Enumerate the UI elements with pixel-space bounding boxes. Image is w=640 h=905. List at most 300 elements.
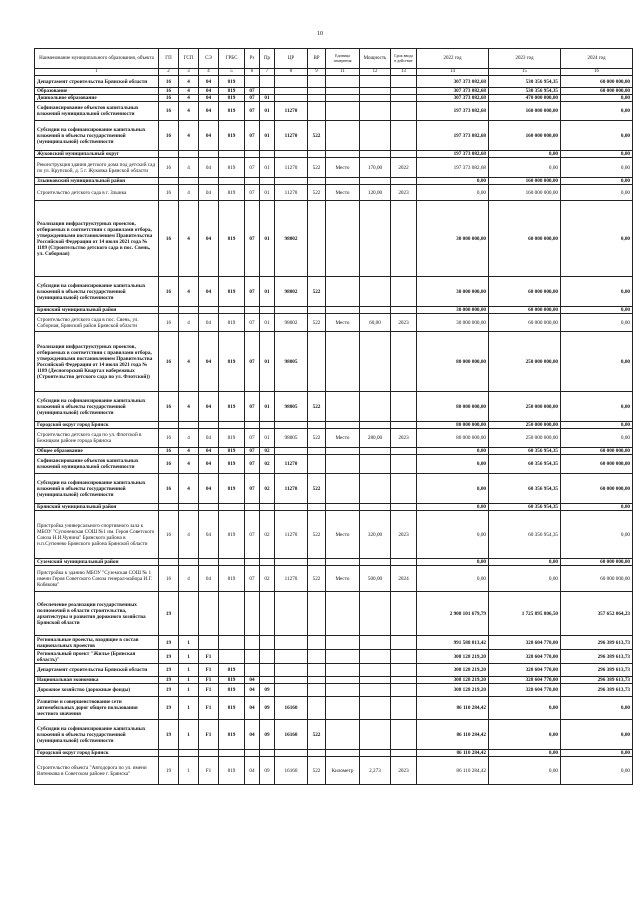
commission-year-cell <box>391 697 417 720</box>
object-name-cell: Субсидии на софинансирование капитальных вложений в объекты государственной (муниципальной) собственности <box>35 474 159 504</box>
header-cell: Наименование муниципального образования, объекта <box>35 49 159 69</box>
commission-year-cell: 2023 <box>391 429 417 448</box>
table-row <box>35 392 633 422</box>
grbs-code-cell: 819 <box>219 455 245 474</box>
header-cell: Пр <box>260 49 275 69</box>
commission-year-cell <box>391 636 417 650</box>
gsp-code-cell: 4 <box>179 277 199 307</box>
unit-cell <box>326 474 360 504</box>
column-number-cell: 7 <box>260 69 275 76</box>
unit-cell <box>326 504 360 511</box>
commission-year-cell <box>391 307 417 314</box>
object-name-cell: Реализация инфраструктурных проектов, отбираемых в соответствии с правилами отбора, утвержденными постановлением Правительства Российской Федерации от 14 июля 2021 года № 1189 (Строительство детского сада в пос. Свень, ул. Соборная) <box>35 201 159 277</box>
amount-2023-cell: 60 000 000,00 <box>489 201 561 277</box>
se-code-cell: 04 <box>199 511 219 559</box>
capacity-cell <box>360 332 391 392</box>
unit-cell: Километр <box>326 757 360 785</box>
cr-code-cell <box>275 422 308 429</box>
amount-2023-cell: 60 356 954,35 <box>489 504 561 511</box>
gp-code-cell: 19 <box>159 636 179 650</box>
amount-2024-cell: 296 389 613,73 <box>561 677 633 684</box>
gsp-code-cell: 4 <box>179 158 199 178</box>
unit-cell <box>326 455 360 474</box>
amount-2023-cell: 530 356 954,35 <box>489 88 561 95</box>
pr-code-cell <box>260 151 275 158</box>
rz-code-cell: 04 <box>245 757 260 785</box>
unit-cell <box>326 332 360 392</box>
amount-2022-cell: 308 128 219,20 <box>417 677 489 684</box>
rz-code-cell: 04 <box>245 677 260 684</box>
gp-code-cell <box>159 422 179 429</box>
commission-year-cell: 2022 <box>391 158 417 178</box>
object-name-cell: Реконструкция здания детского дома под детский сад по ул. Крупской, д. 5 г. Жуковка Брянской области <box>35 158 159 178</box>
column-number-cell: 2 <box>159 69 179 76</box>
gp-code-cell: 16 <box>159 201 179 277</box>
object-name-cell: Суземский муниципальный район <box>35 559 159 566</box>
pr-code-cell <box>260 750 275 757</box>
rz-code-cell: 07 <box>245 511 260 559</box>
amount-2024-cell: 60 000 000,00 <box>561 455 633 474</box>
table-row <box>35 332 633 392</box>
capacity-cell: 280,00 <box>360 429 391 448</box>
commission-year-cell <box>391 151 417 158</box>
table-row <box>35 277 633 307</box>
amount-2024-cell: 60 000 000,00 <box>561 76 633 88</box>
cr-code-cell <box>275 307 308 314</box>
object-name-cell: Жуковский муниципальный округ <box>35 151 159 158</box>
amount-2024-cell: 60 000 000,00 <box>561 474 633 504</box>
unit-cell <box>326 201 360 277</box>
cr-code-cell <box>275 76 308 88</box>
gsp-code-cell: 4 <box>179 76 199 88</box>
unit-cell: Место <box>326 185 360 201</box>
column-number-cell: 5 <box>219 69 245 76</box>
gp-code-cell: 16 <box>159 511 179 559</box>
gp-code-cell: 16 <box>159 76 179 88</box>
amount-2022-cell: 197 373 082,68 <box>417 151 489 158</box>
table-row <box>35 664 633 677</box>
capacity-cell: 320,00 <box>360 511 391 559</box>
grbs-code-cell <box>219 592 245 636</box>
cr-code-cell: 11270 <box>275 158 308 178</box>
amount-2023-cell: 530 356 954,35 <box>489 76 561 88</box>
amount-2022-cell: 307 373 082,68 <box>417 76 489 88</box>
amount-2022-cell: 30 000 000,00 <box>417 201 489 277</box>
amount-2022-cell: 197 373 082,68 <box>417 102 489 121</box>
object-name-cell: Дорожное хозяйство (дорожные фонды) <box>35 684 159 697</box>
table-row <box>35 314 633 332</box>
table-row <box>35 178 633 185</box>
vr-code-cell <box>308 307 326 314</box>
gp-code-cell: 19 <box>159 650 179 664</box>
unit-cell: Место <box>326 511 360 559</box>
vr-code-cell <box>308 684 326 697</box>
object-name-cell: Брянский муниципальный район <box>35 307 159 314</box>
se-code-cell: 04 <box>199 95 219 102</box>
commission-year-cell <box>391 102 417 121</box>
amount-2024-cell: 357 652 064,23 <box>561 592 633 636</box>
vr-code-cell <box>308 677 326 684</box>
unit-cell <box>326 76 360 88</box>
gp-code-cell: 16 <box>159 448 179 455</box>
table-row <box>35 121 633 151</box>
column-number-cell: 13 <box>391 69 417 76</box>
se-code-cell: 04 <box>199 121 219 151</box>
gp-code-cell: 19 <box>159 757 179 785</box>
commission-year-cell <box>391 504 417 511</box>
cr-code-cell <box>275 151 308 158</box>
amount-2024-cell: 60 000 000,00 <box>561 448 633 455</box>
cr-code-cell: 98002 <box>275 277 308 307</box>
table-row <box>35 158 633 178</box>
header-cell: ЦР <box>275 49 308 69</box>
table-row <box>35 757 633 785</box>
pr-code-cell <box>260 664 275 677</box>
grbs-code-cell <box>219 559 245 566</box>
gsp-code-cell: 1 <box>179 677 199 684</box>
table-row <box>35 636 633 650</box>
capacity-cell <box>360 455 391 474</box>
table-row <box>35 201 633 277</box>
table-row <box>35 684 633 697</box>
unit-cell <box>326 277 360 307</box>
se-code-cell: F1 <box>199 697 219 720</box>
rz-code-cell <box>245 178 260 185</box>
rz-code-cell <box>245 76 260 88</box>
table-row <box>35 750 633 757</box>
commission-year-cell <box>391 277 417 307</box>
object-name-cell: Дошкольное образование <box>35 95 159 102</box>
amount-2023-cell: 0,00 <box>489 750 561 757</box>
grbs-code-cell: 819 <box>219 566 245 592</box>
cr-code-cell <box>275 88 308 95</box>
se-code-cell <box>199 422 219 429</box>
amount-2022-cell: 86 110 284,42 <box>417 697 489 720</box>
se-code-cell: 04 <box>199 185 219 201</box>
vr-code-cell: 522 <box>308 757 326 785</box>
amount-2022-cell: 308 128 219,20 <box>417 650 489 664</box>
gp-code-cell: 19 <box>159 664 179 677</box>
object-name-cell: Региональные проекты, входящие в состав национальных проектов <box>35 636 159 650</box>
gsp-code-cell: 4 <box>179 448 199 455</box>
capacity-cell <box>360 151 391 158</box>
gsp-code-cell: 1 <box>179 720 199 750</box>
amount-2023-cell: 160 000 000,00 <box>489 121 561 151</box>
commission-year-cell <box>391 76 417 88</box>
commission-year-cell <box>391 750 417 757</box>
gsp-code-cell: 4 <box>179 392 199 422</box>
capacity-cell <box>360 178 391 185</box>
commission-year-cell <box>391 88 417 95</box>
capacity-cell <box>360 504 391 511</box>
gsp-code-cell: 1 <box>179 664 199 677</box>
capacity-cell <box>360 650 391 664</box>
header-cell: 2024 год <box>561 49 633 69</box>
gsp-code-cell <box>179 422 199 429</box>
table-row <box>35 650 633 664</box>
amount-2023-cell: 328 604 770,00 <box>489 650 561 664</box>
gp-code-cell: 16 <box>159 158 179 178</box>
cr-code-cell: 98005 <box>275 392 308 422</box>
se-code-cell <box>199 750 219 757</box>
amount-2022-cell: 197 373 082,68 <box>417 158 489 178</box>
gp-code-cell <box>159 307 179 314</box>
commission-year-cell: 2024 <box>391 566 417 592</box>
header-cell: Срок ввода в действие <box>391 49 417 69</box>
table-row <box>35 474 633 504</box>
unit-cell: Место <box>326 429 360 448</box>
gsp-code-cell: 1 <box>179 697 199 720</box>
unit-cell <box>326 677 360 684</box>
vr-code-cell <box>308 332 326 392</box>
vr-code-cell: 522 <box>308 158 326 178</box>
rz-code-cell: 07 <box>245 392 260 422</box>
amount-2023-cell: 160 000 000,00 <box>489 102 561 121</box>
vr-code-cell <box>308 697 326 720</box>
amount-2022-cell: 0,00 <box>417 559 489 566</box>
amount-2022-cell: 86 110 284,42 <box>417 757 489 785</box>
grbs-code-cell <box>219 178 245 185</box>
se-code-cell: 04 <box>199 474 219 504</box>
grbs-code-cell: 819 <box>219 185 245 201</box>
gp-code-cell <box>159 151 179 158</box>
vr-code-cell: 522 <box>308 392 326 422</box>
se-code-cell: F1 <box>199 684 219 697</box>
amount-2024-cell: 0,00 <box>561 102 633 121</box>
unit-cell <box>326 559 360 566</box>
amount-2024-cell: 60 000 000,00 <box>561 566 633 592</box>
table-row <box>35 448 633 455</box>
rz-code-cell: 04 <box>245 684 260 697</box>
grbs-code-cell <box>219 422 245 429</box>
amount-2023-cell: 0,00 <box>489 720 561 750</box>
pr-code-cell <box>260 307 275 314</box>
commission-year-cell <box>391 720 417 750</box>
se-code-cell: F1 <box>199 757 219 785</box>
gsp-code-cell <box>179 307 199 314</box>
amount-2023-cell: 328 604 770,00 <box>489 636 561 650</box>
table-row <box>35 504 633 511</box>
pr-code-cell: 09 <box>260 757 275 785</box>
capacity-cell <box>360 392 391 422</box>
cr-code-cell <box>275 650 308 664</box>
capacity-cell <box>360 720 391 750</box>
capacity-cell <box>360 474 391 504</box>
pr-code-cell: 01 <box>260 121 275 151</box>
grbs-code-cell: 819 <box>219 95 245 102</box>
cr-code-cell: 16160 <box>275 757 308 785</box>
amount-2023-cell: 328 604 770,00 <box>489 677 561 684</box>
capital-investment-table <box>34 48 633 785</box>
amount-2024-cell: 0,00 <box>561 185 633 201</box>
amount-2024-cell: 0,00 <box>561 277 633 307</box>
grbs-code-cell: 819 <box>219 474 245 504</box>
se-code-cell: 04 <box>199 429 219 448</box>
object-name-cell: Субсидии на софинансирование капитальных вложений в объекты государственной (муниципальной) собственности <box>35 277 159 307</box>
vr-code-cell <box>308 448 326 455</box>
cr-code-cell: 11270 <box>275 511 308 559</box>
amount-2022-cell: 197 373 082,68 <box>417 121 489 151</box>
commission-year-cell: 2023 <box>391 314 417 332</box>
rz-code-cell: 07 <box>245 277 260 307</box>
gp-code-cell: 16 <box>159 95 179 102</box>
amount-2023-cell: 60 356 954,35 <box>489 455 561 474</box>
amount-2024-cell: 0,00 <box>561 720 633 750</box>
amount-2024-cell: 296 389 613,73 <box>561 684 633 697</box>
rz-code-cell <box>245 636 260 650</box>
vr-code-cell <box>308 178 326 185</box>
commission-year-cell <box>391 592 417 636</box>
amount-2023-cell: 60 356 954,35 <box>489 511 561 559</box>
grbs-code-cell: 819 <box>219 102 245 121</box>
commission-year-cell <box>391 559 417 566</box>
cr-code-cell: 11270 <box>275 121 308 151</box>
pr-code-cell: 01 <box>260 102 275 121</box>
grbs-code-cell <box>219 504 245 511</box>
commission-year-cell <box>391 664 417 677</box>
pr-code-cell <box>260 504 275 511</box>
amount-2024-cell: 0,00 <box>561 504 633 511</box>
amount-2022-cell: 0,00 <box>417 455 489 474</box>
amount-2022-cell: 30 000 000,00 <box>417 277 489 307</box>
commission-year-cell <box>391 95 417 102</box>
amount-2024-cell: 296 389 613,73 <box>561 650 633 664</box>
unit-cell <box>326 307 360 314</box>
capacity-cell <box>360 750 391 757</box>
table-row <box>35 566 633 592</box>
gsp-code-cell: 4 <box>179 332 199 392</box>
cr-code-cell: 11270 <box>275 566 308 592</box>
page-number: 10 <box>317 31 323 37</box>
rz-code-cell <box>245 559 260 566</box>
unit-cell <box>326 88 360 95</box>
pr-code-cell: 01 <box>260 277 275 307</box>
object-name-cell: Развитие и совершенствование сети автомобильных дорог общего пользования местного значения <box>35 697 159 720</box>
rz-code-cell <box>245 307 260 314</box>
grbs-code-cell <box>219 750 245 757</box>
amount-2024-cell: 0,00 <box>561 392 633 422</box>
amount-2024-cell: 60 000 000,00 <box>561 88 633 95</box>
se-code-cell <box>199 504 219 511</box>
amount-2024-cell: 0,00 <box>561 95 633 102</box>
amount-2022-cell: 0,00 <box>417 511 489 559</box>
commission-year-cell <box>391 332 417 392</box>
pr-code-cell <box>260 76 275 88</box>
amount-2022-cell: 991 588 813,42 <box>417 636 489 650</box>
object-name-cell: Строительство детского сада по ул. Флотской в Бежицком районе города Брянска <box>35 429 159 448</box>
amount-2022-cell: 86 110 284,42 <box>417 750 489 757</box>
amount-2024-cell: 0,00 <box>561 314 633 332</box>
capacity-cell <box>360 422 391 429</box>
amount-2024-cell: 0,00 <box>561 511 633 559</box>
amount-2022-cell: 0,00 <box>417 474 489 504</box>
commission-year-cell: 2023 <box>391 757 417 785</box>
grbs-code-cell: 819 <box>219 332 245 392</box>
se-code-cell: 04 <box>199 448 219 455</box>
capacity-cell: 2,273 <box>360 757 391 785</box>
gsp-code-cell <box>179 559 199 566</box>
amount-2022-cell: 307 373 082,68 <box>417 88 489 95</box>
grbs-code-cell: 819 <box>219 314 245 332</box>
header-cell: Рз <box>245 49 260 69</box>
pr-code-cell: 02 <box>260 448 275 455</box>
se-code-cell: 04 <box>199 314 219 332</box>
object-name-cell: Общее образование <box>35 448 159 455</box>
capacity-cell <box>360 697 391 720</box>
column-number-cell: 1 <box>35 69 159 76</box>
amount-2023-cell: 160 000 000,00 <box>489 185 561 201</box>
gsp-code-cell <box>179 504 199 511</box>
grbs-code-cell: 819 <box>219 277 245 307</box>
grbs-code-cell: 819 <box>219 448 245 455</box>
capacity-cell <box>360 636 391 650</box>
unit-cell <box>326 422 360 429</box>
pr-code-cell: 01 <box>260 332 275 392</box>
capacity-cell <box>360 664 391 677</box>
amount-2024-cell: 0,00 <box>561 429 633 448</box>
se-code-cell: 04 <box>199 102 219 121</box>
gsp-code-cell: 1 <box>179 757 199 785</box>
table-row <box>35 422 633 429</box>
pr-code-cell: 01 <box>260 95 275 102</box>
amount-2022-cell: 80 000 000,00 <box>417 392 489 422</box>
amount-2023-cell: 60 356 954,35 <box>489 474 561 504</box>
table-row <box>35 151 633 158</box>
object-name-cell: Департамент строительства Брянской области <box>35 664 159 677</box>
amount-2023-cell: 0,00 <box>489 559 561 566</box>
cr-code-cell <box>275 636 308 650</box>
vr-code-cell: 522 <box>308 121 326 151</box>
vr-code-cell <box>308 422 326 429</box>
rz-code-cell: 07 <box>245 566 260 592</box>
table-row <box>35 559 633 566</box>
vr-code-cell <box>308 95 326 102</box>
amount-2023-cell: 250 000 000,00 <box>489 422 561 429</box>
rz-code-cell <box>245 422 260 429</box>
vr-code-cell <box>308 664 326 677</box>
column-number-cell: 11 <box>326 69 360 76</box>
vr-code-cell <box>308 102 326 121</box>
grbs-code-cell: 819 <box>219 697 245 720</box>
cr-code-cell: 98002 <box>275 314 308 332</box>
amount-2022-cell: 2 908 101 679,79 <box>417 592 489 636</box>
rz-code-cell <box>245 592 260 636</box>
rz-code-cell: 07 <box>245 201 260 277</box>
object-name-cell: Строительство детского сада в пос. Свень, ул. Соборная, Брянский район Брянской области <box>35 314 159 332</box>
header-cell: ВР <box>308 49 326 69</box>
rz-code-cell <box>245 664 260 677</box>
unit-cell <box>326 684 360 697</box>
gp-code-cell <box>159 178 179 185</box>
amount-2023-cell: 250 000 000,00 <box>489 429 561 448</box>
pr-code-cell <box>260 592 275 636</box>
capacity-cell <box>360 592 391 636</box>
object-name-cell: Софинансирование объектов капитальных вложений муниципальной собственности <box>35 455 159 474</box>
object-name-cell: Субсидии на софинансирование капитальных вложений в объекты государственной (муниципальной) собственности <box>35 720 159 750</box>
grbs-code-cell: 819 <box>219 76 245 88</box>
object-name-cell: Софинансирование объектов капитальных вложений муниципальной собственности <box>35 102 159 121</box>
object-name-cell: Субсидии на софинансирование капитальных вложений в объекты государственной (муниципальной) собственности <box>35 392 159 422</box>
object-name-cell: Городской округ город Брянск <box>35 422 159 429</box>
object-name-cell: Злынковский муниципальный район <box>35 178 159 185</box>
pr-code-cell <box>260 178 275 185</box>
header-cell: ГП <box>159 49 179 69</box>
amount-2023-cell: 0,00 <box>489 697 561 720</box>
se-code-cell <box>199 307 219 314</box>
pr-code-cell <box>260 636 275 650</box>
amount-2022-cell: 308 128 219,20 <box>417 684 489 697</box>
capacity-cell <box>360 76 391 88</box>
